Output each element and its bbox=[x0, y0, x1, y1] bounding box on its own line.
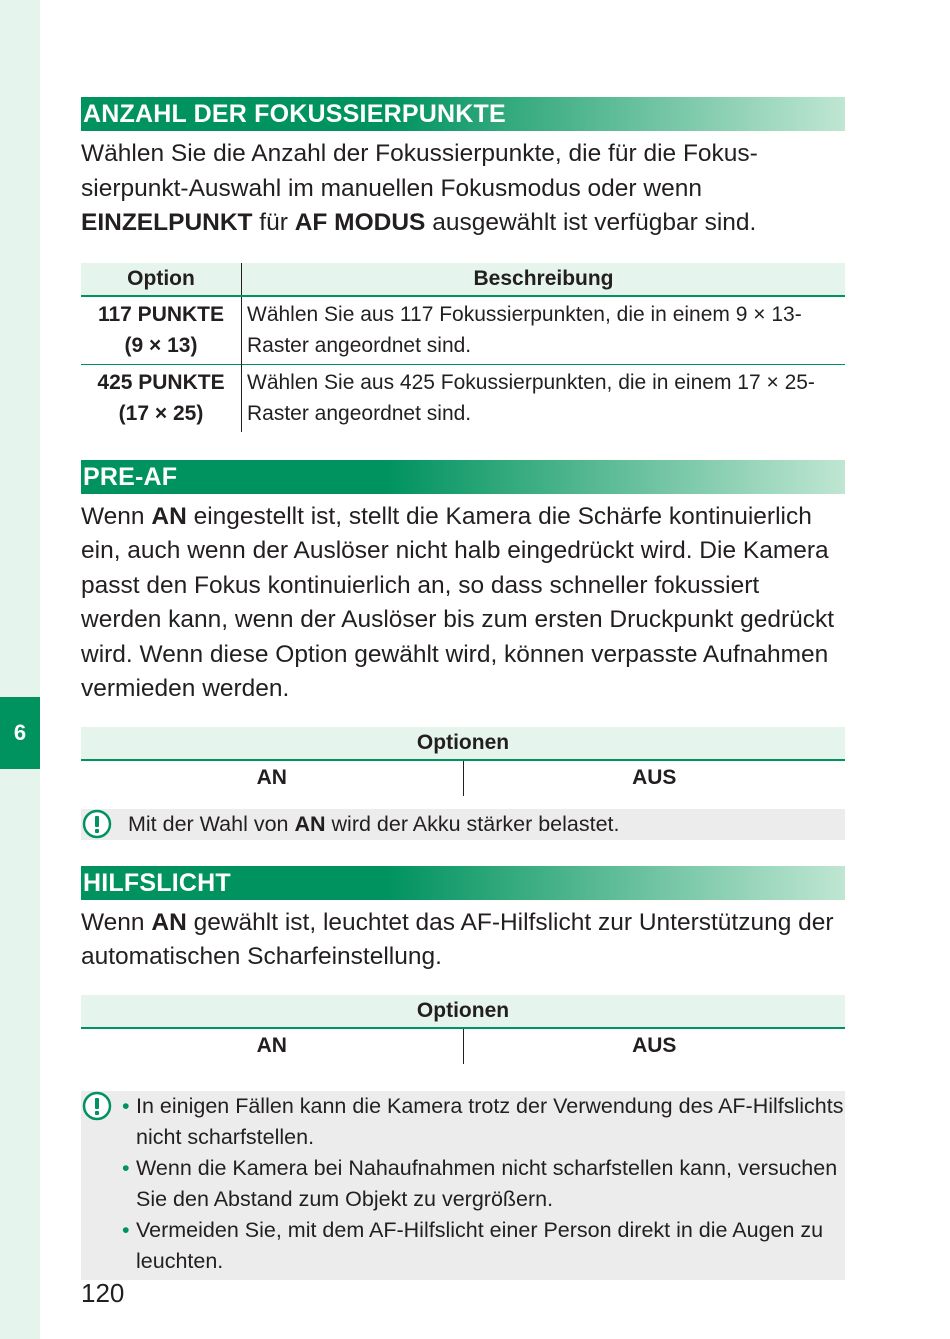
text-run: ausgewählt ist verfügbar sind. bbox=[425, 209, 757, 236]
option-off: AUS bbox=[632, 1034, 677, 1057]
list-item: • In einigen Fällen kann die Kamera trotz der Verwendung des AF-Hilfslichts nicht scharfstellen. bbox=[122, 1091, 845, 1153]
text-run: wird der Akku stärker belastet. bbox=[325, 811, 620, 836]
option-off: AUS bbox=[632, 766, 677, 789]
bold-term: AN bbox=[151, 502, 187, 530]
list-item: • Vermeiden Sie, mit dem AF-Hilfslicht einer Person direkt in die Augen zu leuchten. bbox=[122, 1215, 845, 1277]
section-paragraph bbox=[81, 500, 845, 707]
section-paragraph bbox=[81, 906, 845, 975]
option-grid: (9 × 13) bbox=[124, 333, 198, 357]
table-row bbox=[81, 296, 845, 365]
option-cell bbox=[81, 296, 242, 365]
note-box bbox=[81, 809, 845, 840]
text-run: Wenn bbox=[81, 908, 152, 936]
note-list bbox=[112, 1091, 845, 1277]
option-table bbox=[81, 263, 845, 432]
option-cell bbox=[81, 364, 242, 432]
option-on: AN bbox=[81, 1028, 463, 1064]
option-name: 117 PUNKTE bbox=[97, 302, 225, 326]
caution-icon bbox=[82, 1091, 112, 1121]
section-heading-hilfslicht: HILFSLICHT bbox=[81, 866, 845, 900]
list-item: • Wenn die Kamera bei Nahaufnahmen nicht scharfstellen kann, versuchen Sie den Abstand zum Objekt zu vergrößern. bbox=[122, 1153, 845, 1215]
column-header-option: Option bbox=[81, 263, 242, 296]
option-grid: (17 × 25) bbox=[118, 401, 204, 425]
text-run: für bbox=[252, 209, 295, 236]
left-margin-band bbox=[0, 0, 40, 1339]
text-run: Mit der Wahl von bbox=[128, 811, 295, 836]
text-run: Wählen Sie die Anzahl der Fokussierpunkte, die für die Fokus-sierpunkt-Auswahl im manuellen Fokusmodus oder wenn bbox=[81, 140, 758, 202]
options-table bbox=[81, 995, 845, 1064]
section-heading-fokussierpunkte: ANZAHL DER FOKUSSIERPUNKTE bbox=[81, 97, 845, 131]
note-text bbox=[112, 809, 620, 840]
bold-term: AF MODUS bbox=[294, 209, 426, 236]
description-cell: Wählen Sie aus 117 Fokussierpunkten, die in einem 9 × 13-Raster angeordnet sind. bbox=[247, 302, 802, 357]
column-header-description: Beschreibung bbox=[242, 263, 846, 296]
page-content bbox=[81, 97, 845, 1280]
option-on: AN bbox=[81, 760, 463, 796]
bold-term: AN bbox=[294, 811, 326, 836]
text-run: gewählt ist, leuchtet das AF-Hilfslicht zur Unterstützung der automatischen Scharfeinstellung. bbox=[81, 908, 834, 970]
options-header: Optionen bbox=[81, 727, 845, 760]
bold-term: AN bbox=[151, 908, 187, 936]
option-name: 425 PUNKTE bbox=[97, 370, 225, 394]
caution-icon bbox=[82, 809, 112, 839]
description-cell: Wählen Sie aus 425 Fokussierpunkten, die in einem 17 × 25-Raster angeordnet sind. bbox=[242, 364, 846, 432]
options-header: Optionen bbox=[81, 995, 845, 1028]
page-number: 120 bbox=[81, 1278, 125, 1308]
bold-term: EINZELPUNKT bbox=[81, 209, 253, 236]
chapter-number: 6 bbox=[13, 720, 27, 745]
text-run: Wenn bbox=[81, 502, 152, 530]
section-heading-pre-af: PRE-AF bbox=[81, 460, 845, 494]
text-run: eingestellt ist, stellt die Kamera die Schärfe kontinuierlich ein, auch wenn der Auslöser nicht halb eingedrückt wird. Die Kamera passt den Fokus kontinuierlich an, so dass schneller fokussiert werden kann, wenn der Auslöser bis zum ersten Druckpunkt gedrückt wird. Wenn diese Option gewählt wird, können verpasste Aufnahmen vermieden werden. bbox=[81, 502, 835, 702]
section-paragraph bbox=[81, 137, 845, 241]
note-box bbox=[81, 1091, 845, 1280]
table-row bbox=[81, 364, 845, 432]
options-table bbox=[81, 727, 845, 796]
